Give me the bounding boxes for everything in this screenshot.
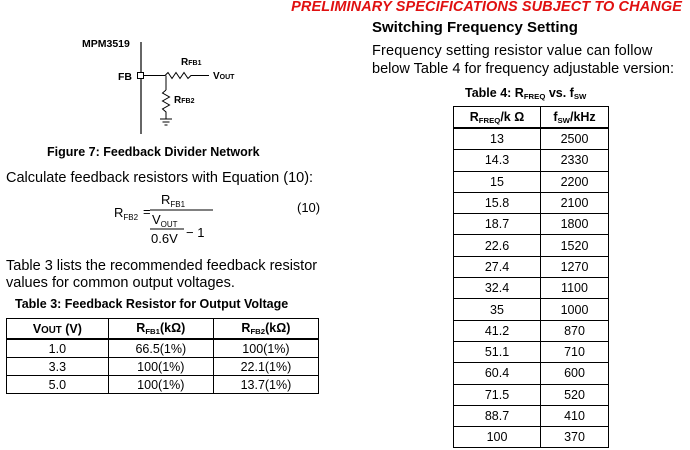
table-cell: 66.5(1%) (108, 339, 213, 358)
table3-header-row (7, 319, 319, 340)
table-row (454, 320, 609, 341)
rfb2-label: RFB2 (174, 95, 195, 106)
feedback-divider-schematic (80, 28, 260, 134)
table-row (454, 341, 609, 362)
table3-feedback-resistors (6, 318, 319, 394)
table-row (7, 358, 319, 376)
table4-frequency-resistors (453, 106, 609, 448)
table-cell: 1000 (541, 299, 609, 320)
table-row (454, 363, 609, 384)
table-cell: 15 (454, 171, 541, 192)
table-cell: 410 (541, 405, 609, 426)
table-row (7, 376, 319, 394)
table-row (454, 256, 609, 277)
table-cell: 35 (454, 299, 541, 320)
table-cell: 41.2 (454, 320, 541, 341)
table-cell: 13.7(1%) (213, 376, 318, 394)
table-cell: 60.4 (454, 363, 541, 384)
table-row (454, 192, 609, 213)
table-row (454, 128, 609, 150)
table-cell: 1270 (541, 256, 609, 277)
table3-header-vout: VOUT (V) (7, 319, 109, 340)
table3-header-rfb2: $R_{FB2}(k\Omega)$ (213, 319, 318, 340)
table4-header-fsw: $f_{SW}$/kHz (541, 107, 609, 129)
table-row (454, 299, 609, 320)
table-cell: 22.6 (454, 235, 541, 256)
table-cell: 22.1(1%) (213, 358, 318, 376)
table-cell: 1.0 (7, 339, 109, 358)
section-heading: Switching Frequency Setting (372, 19, 578, 36)
eq-numerator: $R_{FB1}$ (161, 192, 186, 209)
table-cell: 2330 (541, 150, 609, 171)
freq-para-line1: Frequency setting resistor value can follow (372, 43, 653, 59)
table-cell: 5.0 (7, 376, 109, 394)
table-cell: 1800 (541, 214, 609, 235)
table-row (454, 405, 609, 426)
figure-caption: Figure 7: Feedback Divider Network (47, 145, 260, 159)
table-cell: 100(1%) (108, 376, 213, 394)
table-cell: 88.7 (454, 405, 541, 426)
table-cell: 2500 (541, 128, 609, 150)
table-row (454, 384, 609, 405)
table-cell: 51.1 (454, 341, 541, 362)
eq-lhs: $R_{FB2}$ (114, 205, 139, 222)
ground-icon (160, 119, 172, 125)
table3-intro-line2: values for common output voltages. (6, 275, 235, 291)
table-cell: 2200 (541, 171, 609, 192)
table4-header-row (454, 107, 609, 129)
table-cell: 520 (541, 384, 609, 405)
table3-intro-line1: Table 3 lists the recommended feedback resistor (6, 258, 318, 274)
chip-label: MPM3519 (82, 38, 130, 50)
table-cell: 71.5 (454, 384, 541, 405)
rfb2-resistor-icon (163, 90, 170, 119)
table-cell: 32.4 (454, 278, 541, 299)
eq-inner-numerator: $V_{OUT}$ (152, 212, 178, 229)
table-row (7, 339, 319, 358)
table-cell: 710 (541, 341, 609, 362)
table-cell: 100(1%) (108, 358, 213, 376)
table3-title: Table 3: Feedback Resistor for Output Voltage (15, 297, 289, 311)
preliminary-banner: PRELIMINARY SPECIFICATIONS SUBJECT TO CHANGE (291, 0, 682, 15)
fb-pin-label: FB (118, 71, 132, 83)
vout-label: VOUT (213, 71, 235, 82)
eq-inner-denominator: 0.6V (151, 231, 178, 246)
table-cell: 2100 (541, 192, 609, 213)
table-cell: 1100 (541, 278, 609, 299)
table-row (454, 150, 609, 171)
eq-equals: = (143, 204, 151, 219)
table-row (454, 278, 609, 299)
table-row (454, 235, 609, 256)
table-cell: 14.3 (454, 150, 541, 171)
eq-number: (10) (297, 200, 321, 215)
table-row (454, 427, 609, 448)
table-cell: 370 (541, 427, 609, 448)
table-cell: 100 (454, 427, 541, 448)
equation-10 (100, 190, 330, 248)
table-row (454, 171, 609, 192)
table-row (454, 214, 609, 235)
table-cell: 15.8 (454, 192, 541, 213)
freq-para-line2: below Table 4 for frequency adjustable version: (372, 61, 675, 77)
eq-minus-one: − 1 (186, 225, 205, 240)
table-cell: 27.4 (454, 256, 541, 277)
table4-header-rfreq: $R_{FREQ}/k$ Ω (454, 107, 541, 129)
table-cell: 100(1%) (213, 339, 318, 358)
table3-header-rfb1: $R_{FB1}(k\Omega)$ (108, 319, 213, 340)
table-cell: 13 (454, 128, 541, 150)
table-cell: 870 (541, 320, 609, 341)
table-cell: 600 (541, 363, 609, 384)
table-cell: 1520 (541, 235, 609, 256)
rfb1-resistor-icon (165, 73, 209, 79)
table-cell: 18.7 (454, 214, 541, 235)
table-cell: 3.3 (7, 358, 109, 376)
rfb1-label: RFB1 (181, 57, 202, 68)
table4-title: Table 4: $R_{FREQ}$ vs. $f_{SW}$ (465, 86, 587, 101)
equation-intro: Calculate feedback resistors with Equation (10): (6, 170, 314, 186)
